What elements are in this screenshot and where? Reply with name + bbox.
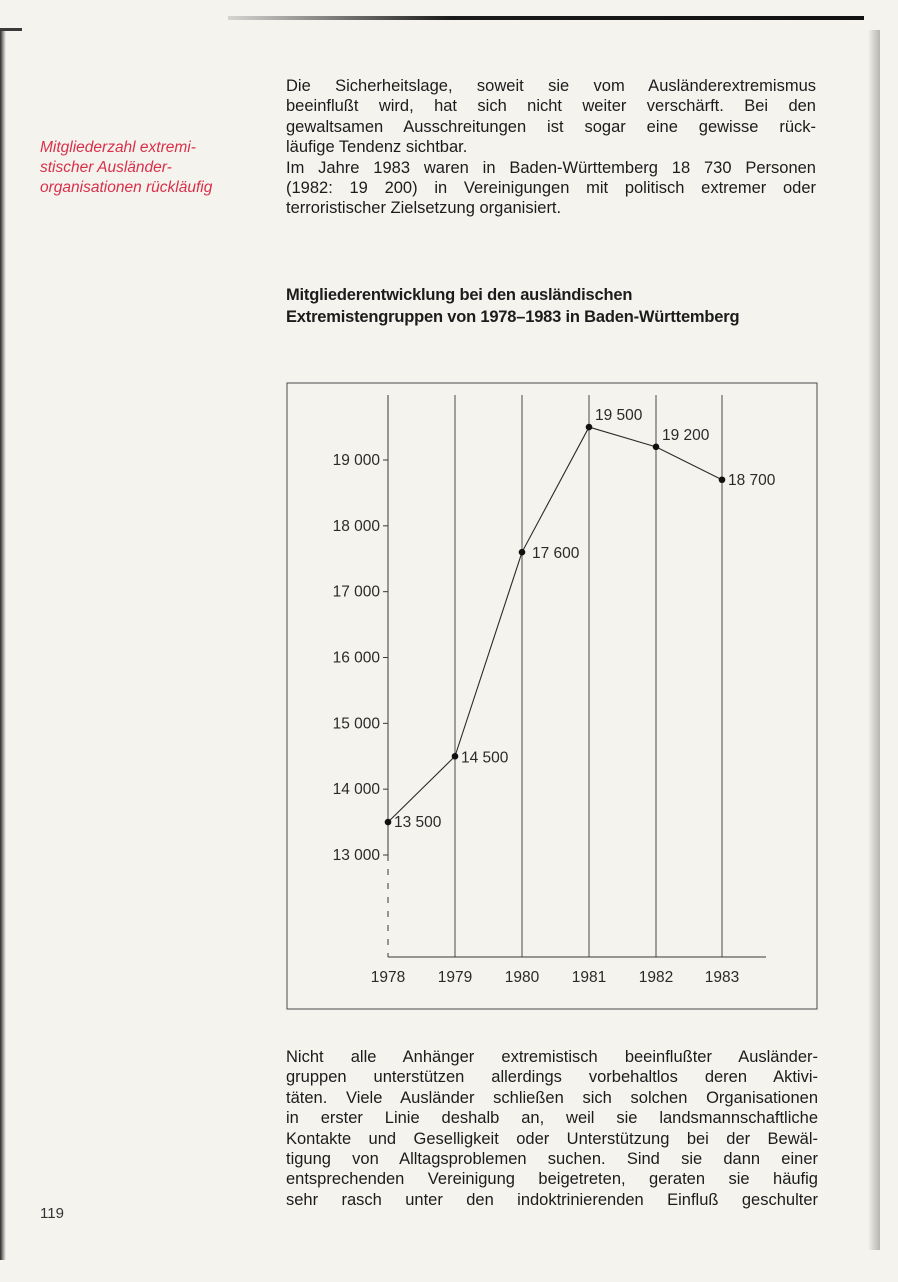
data-point	[452, 753, 459, 760]
text-line: läufige Tendenz sichtbar.	[286, 138, 468, 157]
text-line: terroristischer Zielsetzung organisiert.	[286, 199, 562, 218]
text-line: sehr rasch unter den indoktrinierenden Einfluß geschulter	[286, 1190, 818, 1209]
data-label: 17 600	[532, 545, 580, 563]
text-line: tigung von Alltagsproblemen suchen. Sind sie dann einer	[286, 1150, 818, 1169]
data-label: 19 500	[595, 407, 643, 425]
text-line: gruppen unterstützen allerdings vorbehaltlos deren Aktivi-	[286, 1068, 818, 1087]
x-tick-label: 1980	[504, 969, 540, 986]
y-tick-label: 19 000	[332, 452, 380, 469]
data-label: 18 700	[728, 471, 776, 489]
y-tick-label: 15 000	[332, 715, 380, 733]
data-point	[586, 424, 593, 431]
y-tick-label: 13 000	[332, 847, 380, 864]
data-label: 19 200	[662, 426, 710, 444]
x-tick-label: 1979	[437, 969, 473, 986]
data-point	[653, 444, 660, 451]
margin-note-line: organisationen rückläufig	[40, 179, 213, 196]
x-tick-label: 1981	[571, 969, 607, 986]
data-point	[385, 819, 392, 826]
data-point	[519, 549, 526, 556]
chart-title-line: Extremistengruppen von 1978–1983 in Baden-Württemberg	[286, 308, 740, 326]
chart-title-line: Mitgliederentwicklung bei den ausländischen	[286, 286, 633, 304]
text-line: Kontakte und Geselligkeit oder Unterstützung bei der Bewäl-	[286, 1129, 818, 1148]
page-number: 119	[40, 1205, 64, 1222]
text-line: Die Sicherheitslage, soweit sie vom Ausländerextremismus	[286, 77, 816, 95]
text-line: Nicht alle Anhänger extremistisch beeinflußter Ausländer-	[286, 1048, 818, 1066]
data-label: 13 500	[394, 814, 442, 832]
y-tick-label: 17 000	[332, 583, 380, 601]
x-tick-label: 1978	[370, 969, 406, 986]
y-tick-label: 18 000	[332, 517, 380, 535]
x-tick-label: 1982	[638, 969, 674, 986]
data-label: 14 500	[461, 749, 509, 767]
closing-paragraph	[286, 1047, 818, 1210]
x-tick-label: 1983	[704, 969, 740, 986]
text-line: in erster Linie deshalb an, weil sie landsmannschaftliche	[286, 1109, 818, 1128]
text-line: beeinflußt wird, hat sich nicht weiter verschärft. Bei den	[286, 97, 816, 116]
margin-note-line: stischer Ausländer-	[40, 159, 172, 176]
text-line: gewaltsamen Ausschreitungen ist sogar eine gewisse rück-	[286, 117, 816, 136]
text-line: entsprechenden Vereinigung beigetreten, geraten sie häufig	[286, 1170, 818, 1189]
text-line: täten. Viele Ausländer schließen sich solchen Organisationen	[286, 1088, 818, 1107]
text-line: Im Jahre 1983 waren in Baden-Württemberg 18 730 Personen	[286, 158, 816, 177]
data-point	[719, 476, 726, 483]
y-tick-label: 14 000	[332, 781, 380, 799]
y-tick-label: 16 000	[332, 649, 380, 667]
margin-note-line: Mitgliederzahl extremi-	[40, 139, 196, 156]
text-line: (1982: 19 200) in Vereinigungen mit politisch extremer oder	[286, 179, 816, 198]
series-line	[388, 427, 722, 822]
